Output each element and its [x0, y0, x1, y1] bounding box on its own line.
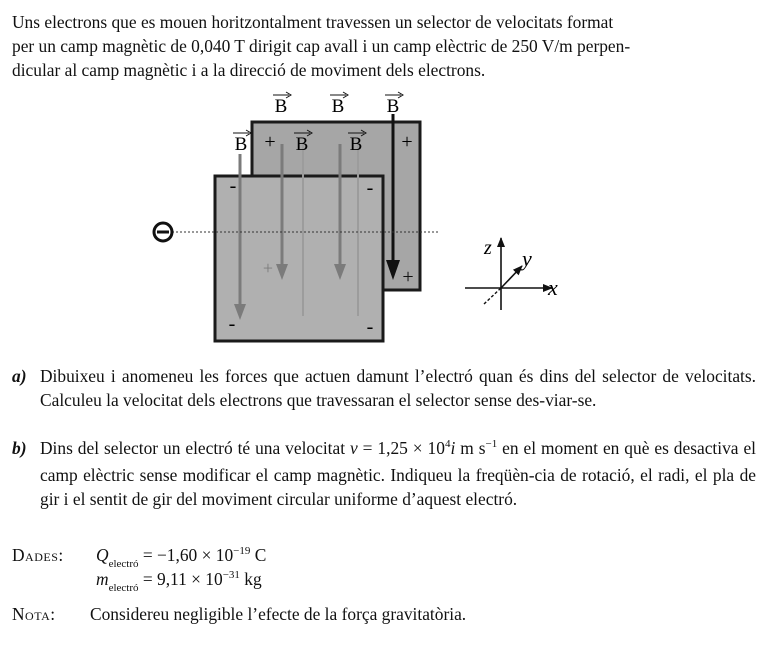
question-a [12, 364, 756, 412]
velocity-unit: m s [455, 438, 486, 458]
mass-unit: kg [239, 569, 262, 589]
intro-line-1: Uns electrons que es mouen horitzontalment travessen un selector de velocitats format [12, 12, 614, 32]
question-b-pre: Dins del selector un electró té una velocitat [40, 438, 350, 458]
charge-unit: C [250, 545, 267, 565]
minus-sign-1: - [229, 175, 237, 197]
plus-sign-3: + [402, 266, 414, 288]
b-label-6: B [349, 134, 363, 155]
note-label: Nota: [12, 604, 56, 624]
data-label: Dades: [12, 545, 64, 565]
b-label-4: B [234, 134, 248, 155]
mass-value: = 9,11 × 10 [138, 569, 223, 589]
charge-row [96, 543, 266, 570]
axis-z-label: z [484, 237, 492, 259]
unit-vector-i: i [450, 438, 456, 458]
plus-sign-1: + [264, 131, 276, 153]
plus-sign-4: + [262, 258, 274, 278]
question-a-text: Dibuixeu i anomeneu les forces que actuen damunt l’electró quan és dins del selector de velocitats. Calculeu la velocitat dels electrons que travessaran el selector sense des-viar-se. [40, 366, 756, 410]
axis-x-label: x [548, 275, 558, 300]
charge-subscript: electró [108, 558, 139, 570]
mass-symbol: m [96, 569, 109, 589]
mass-subscript: electró [108, 582, 139, 594]
velocity-selector-diagram [0, 88, 768, 358]
plus-sign-2: + [401, 131, 413, 153]
minus-sign-3: - [228, 313, 236, 335]
mass-row [96, 567, 262, 594]
velocity-symbol: v [349, 438, 358, 458]
b-label-3: B [386, 96, 400, 117]
velocity-selector-figure [0, 88, 768, 358]
axis-y-label: y [522, 246, 532, 271]
intro-line-2: per un camp magnètic de 0,040 T dirigit cap avall i un camp elèctric de 250 V/m perpen- [12, 36, 631, 56]
question-b-post: en el moment en què es desactiva el camp elèctric sense modificar el camp magnètic. Indiqueu la freqüèn-cia de rotació, el radi, el pla de gir i el sentit de gir del moviment circular uniforme d’aquest electró. [40, 438, 756, 509]
question-b-label: b) [12, 438, 27, 458]
velocity-unit-exponent: −1 [485, 438, 498, 450]
charge-symbol: Q [96, 545, 109, 565]
question-a-label: a) [12, 366, 27, 386]
question-b [12, 436, 756, 511]
question-b-text [40, 436, 756, 511]
mass-exponent: −31 [222, 569, 240, 581]
charge-exponent: −19 [233, 545, 251, 557]
problem-statement [12, 10, 756, 82]
velocity-exponent: 4 [444, 438, 451, 450]
velocity-value: = 1,25 × 10 [357, 438, 445, 458]
note-text: Considereu negligible l’efecte de la força gravitatòria. [90, 604, 467, 624]
b-label-5: B [295, 134, 309, 155]
coordinate-axes [465, 237, 558, 310]
b-label-2: B [331, 96, 345, 117]
minus-sign-2: - [366, 177, 374, 199]
charge-value: = −1,60 × 10 [138, 545, 234, 565]
intro-line-3: dicular al camp magnètic i a la direcció de moviment dels electrons. [12, 60, 486, 80]
b-label-1: B [274, 96, 288, 117]
minus-sign-4: - [366, 316, 374, 338]
